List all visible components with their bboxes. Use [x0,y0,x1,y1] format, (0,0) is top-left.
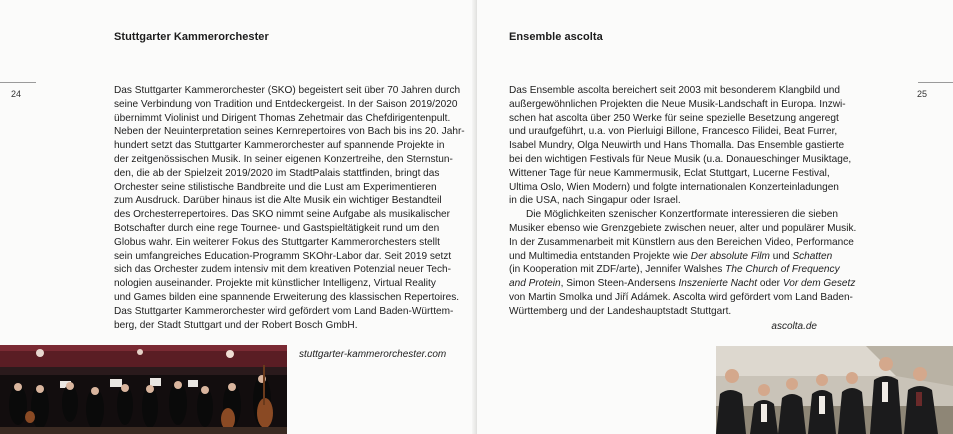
margin-rule [918,82,953,83]
text-line: Orchester seine stilistische Bandbreite und die Lust am Experimentieren [114,181,437,193]
text-line: (in Kooperation mit ZDF/arte), Jennifer Walshes The Church of Frequency [509,264,840,276]
margin-rule [0,82,36,83]
section-heading: Ensemble ascolta [509,31,603,43]
text-line: bei den wichtigen Festivals für Neue Musik (u.a. Donaueschinger Musiktage, [509,153,852,165]
text-line: schen hat ascolta über 250 Werke für seine spezielle Besetzung angeregt [509,112,839,124]
text-line: zum Ausdruck. Darüber hinaus ist die Alte Musik ein wichtiger Bestandteil [114,195,442,207]
section-heading: Stuttgarter Kammerorchester [114,31,269,43]
text-line: Württemberg und der Landeshauptstadt Stuttgart. [509,305,732,317]
text-line: nologien auseinander. Projekte mit künstlicher Intelligenz, Virtual Reality [114,278,436,290]
text-line: Wittener Tage für neue Kammermusik, Eclat Stuttgart, Lucerne Festival, [509,167,830,179]
text-line: and Protein, Simon Steen-Andersens Inszenierte Nacht oder Vor dem Gesetz [509,278,856,290]
text-line: hundert setzt das Stuttgarter Kammerorchester auf spannende Projekte in [114,140,445,152]
text-line: Das Stuttgarter Kammerorchester wird gefördert vom Land Baden-Württem- [114,305,454,317]
text-line: Ultima Oslo, Wien Modern) und folgte internationalen Konzerteinladungen [509,181,839,193]
orchestra-photo [0,345,287,434]
left-page [0,0,475,434]
text-line: seine Verbindung von Tradition und Entdeckergeist. In der Saison 2019/2020 [114,98,458,110]
text-line: in die USA, nach Singapur oder Israel. [509,195,681,207]
text-line: und uraufgeführt, u.a. von Pierluigi Billone, Francesco Filidei, Beat Furrer, [509,126,838,138]
text-line: den, die ab der Spielzeit 2019/2020 im StadtPalais stattfinden, bringt das [114,167,440,179]
text-line: des Orchesterrepertoires. Das SKO nimmt seine Aufgabe als musikalischer [114,209,451,221]
body-text [114,84,465,332]
website-link[interactable]: ascolta.de [771,321,817,332]
page-number: 25 [917,89,928,99]
website-link[interactable]: stuttgarter-kammerorchester.com [299,349,447,360]
paragraph-1 [509,84,856,208]
text-line: außergewöhnlichen Projekten die Neue Musik-Landschaft in Europa. Inzwi- [509,98,846,110]
text-line: In der Zusammenarbeit mit Künstlern aus den Bereichen Video, Performance [509,236,854,248]
text-line: und Games bilden eine spannende Erweiterung des klassischen Repertoires. [114,291,460,303]
page-number: 24 [11,89,22,99]
text-line: berg, der Stadt Stuttgart und der Robert Bosch GmbH. [114,319,358,331]
text-line: sich das Orchester zudem intensiv mit dem kreativen Potenzial neuer Tech- [114,264,451,276]
text-line: sein umfangreiches Education-Programm SKOhr-Labor dar. Seit 2019 setzt [114,250,452,262]
paragraph-2 [509,208,856,318]
text-line: Botschafter durch eine rege Tournee- und Gastspieltätigkeit rund um den [114,222,440,234]
text-line: und Multimedia entstanden Projekte wie Der absolute Film und Schatten [509,250,833,262]
text-line: übernimmt Violinist und Dirigent Thomas Zehetmair das Chefdirigentenpult. [114,112,451,124]
ensemble-photo [716,346,953,434]
body-text [509,84,856,319]
text-line: Neben der Neuinterpretation seines Kernrepertoires von Bach bis ins 20. Jahr- [114,126,465,138]
text-line: Das Ensemble ascolta bereichert seit 2003 mit besonderem Klangbild und [509,85,841,96]
text-line: der zeitgenössischen Musik. In seiner eigenen Konzertreihe, den Sternstun- [114,153,453,165]
text-line: Das Stuttgarter Kammerorchester (SKO) begeistert seit über 70 Jahren durch [114,85,461,96]
right-page [477,0,953,434]
text-line: von Martin Smolka und Jiří Adámek. Ascolta wird gefördert vom Land Baden- [509,291,853,303]
text-line: Isabel Mundry, Olga Neuwirth und Hans Thomalla. Das Ensemble gastierte [509,140,845,152]
text-line: Globus wahr. Ein weiterer Fokus des Stuttgarter Kammerorchesters stellt [114,236,440,248]
text-line: Die Möglichkeiten szenischer Konzertformate interessieren die sieben [526,209,838,221]
text-line: Musiker ebenso wie Grenzgebiete zwischen neuer, alter und populärer Musik. [509,222,857,234]
